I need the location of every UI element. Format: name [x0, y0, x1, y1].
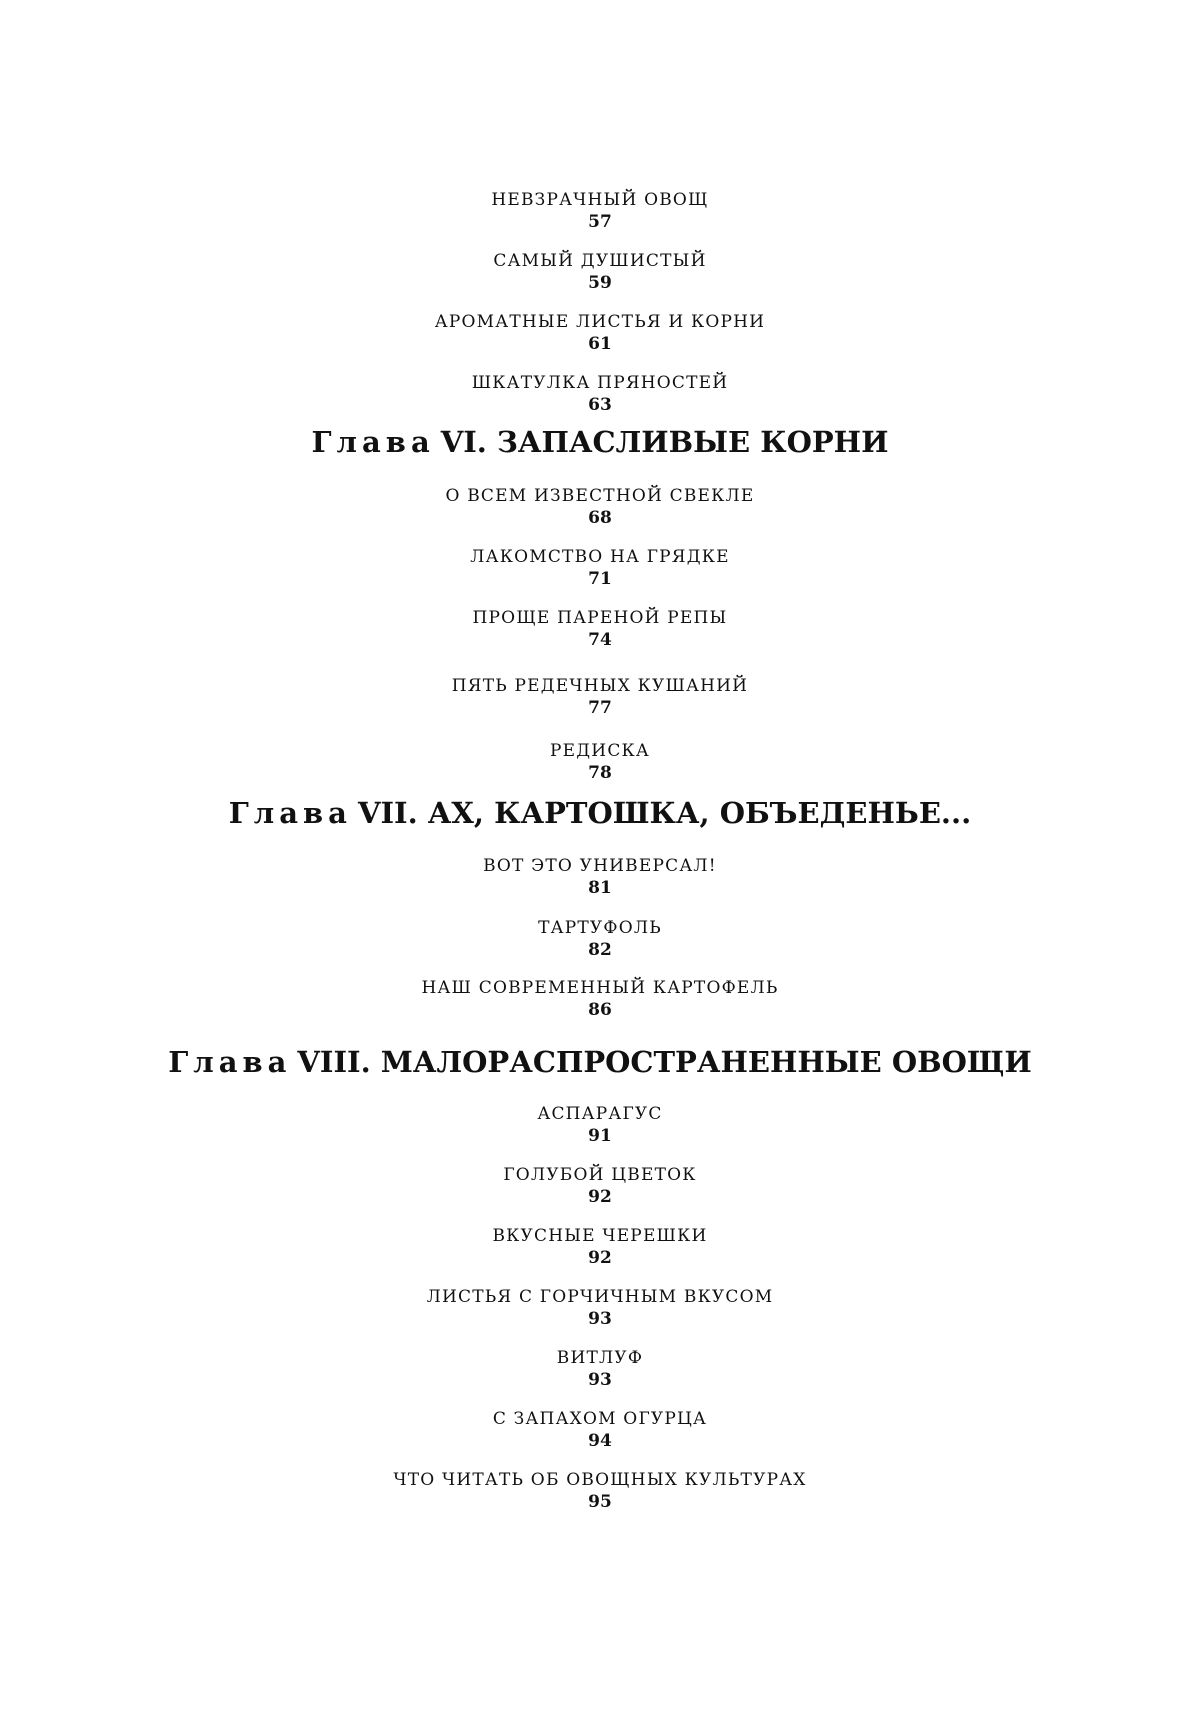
toc-entry-page: 81 [588, 878, 612, 898]
chapter-heading-8 [0, 1044, 1200, 1080]
toc-entry-title: С ЗАПАХОМ ОГУРЦА [492, 1409, 708, 1429]
toc-entry [0, 250, 1200, 294]
toc-entry [0, 675, 1200, 719]
toc-entry-page: 77 [588, 698, 612, 718]
toc-entry-page: 61 [588, 334, 612, 354]
toc-entry [0, 1286, 1200, 1330]
toc-entry-title: РЕДИСКА [550, 741, 650, 761]
toc-entry-page: 92 [588, 1248, 612, 1268]
toc-entry-page: 93 [588, 1370, 612, 1390]
toc-entry-page: 71 [588, 569, 612, 589]
toc-entry-page: 95 [588, 1492, 612, 1512]
toc-entry-title: НЕВЗРАЧНЫЙ ОВОЩ [491, 190, 709, 210]
toc-entry-title: ШКАТУЛКА ПРЯНОСТЕЙ [471, 373, 729, 393]
toc-entry [0, 607, 1200, 651]
toc-entry [0, 1103, 1200, 1147]
toc-entry-title: САМЫЙ ДУШИСТЫЙ [493, 251, 707, 271]
toc-entry-title: ЧТО ЧИТАТЬ ОБ ОВОЩНЫХ КУЛЬТУРАХ [393, 1470, 807, 1490]
toc-entry-page: 93 [588, 1309, 612, 1329]
toc-entry-page: 68 [588, 508, 612, 528]
toc-entry-page: 59 [588, 273, 612, 293]
toc-entry [0, 855, 1200, 899]
toc-entry [0, 546, 1200, 590]
toc-entry-page: 94 [588, 1431, 612, 1451]
chapter-word: Глава [311, 425, 435, 459]
toc-entry-title: ГОЛУБОЙ ЦВЕТОК [503, 1165, 697, 1185]
toc-entry-page: 78 [588, 763, 612, 783]
toc-entry-title: О ВСЕМ ИЗВЕСТНОЙ СВЕКЛЕ [445, 486, 755, 506]
chapter-title: VII. АХ, КАРТОШКА, ОБЪЕДЕНЬЕ... [357, 796, 972, 830]
toc-entry-page: 92 [588, 1187, 612, 1207]
toc-entry [0, 1408, 1200, 1452]
toc-entry [0, 740, 1200, 784]
toc-entry-page: 63 [588, 395, 612, 415]
toc-entry [0, 1469, 1200, 1513]
toc-entry [0, 189, 1200, 233]
chapter-heading-7 [0, 795, 1200, 831]
toc-entry-page: 91 [588, 1126, 612, 1146]
toc-entry [0, 977, 1200, 1021]
toc-entry [0, 1225, 1200, 1269]
toc-entry-title: ПРОЩЕ ПАРЕНОЙ РЕПЫ [472, 608, 728, 628]
toc-entry-title: ВКУСНЫЕ ЧЕРЕШКИ [492, 1226, 708, 1246]
chapter-heading-6 [0, 424, 1200, 460]
toc-entry [0, 372, 1200, 416]
toc-entry-page: 57 [588, 212, 612, 232]
toc-entry-title: ТАРТУФОЛЬ [538, 918, 662, 938]
toc-entry-title: ЛИСТЬЯ С ГОРЧИЧНЫМ ВКУСОМ [426, 1287, 774, 1307]
toc-entry-title: НАШ СОВРЕМЕННЫЙ КАРТОФЕЛЬ [421, 978, 779, 998]
toc-entry [0, 485, 1200, 529]
toc-entry-title: ПЯТЬ РЕДЕЧНЫХ КУШАНИЙ [451, 676, 749, 696]
toc-entry-title: ЛАКОМСТВО НА ГРЯДКЕ [470, 547, 730, 567]
toc-entry-page: 82 [588, 940, 612, 960]
toc-entry [0, 917, 1200, 961]
toc-entry [0, 311, 1200, 355]
toc-entry-page: 86 [588, 1000, 612, 1020]
chapter-title: VI. ЗАПАСЛИВЫЕ КОРНИ [440, 425, 889, 459]
chapter-title: VIII. МАЛОРАСПРОСТРАНЕННЫЕ ОВОЩИ [297, 1045, 1032, 1079]
toc-entry [0, 1164, 1200, 1208]
toc-entry [0, 1347, 1200, 1391]
chapter-word: Глава [228, 796, 352, 830]
toc-entry-title: ВОТ ЭТО УНИВЕРСАЛ! [483, 856, 717, 876]
toc-entry-title: АРОМАТНЫЕ ЛИСТЬЯ И КОРНИ [434, 312, 766, 332]
toc-entry-title: ВИТЛУФ [556, 1348, 644, 1368]
toc-entry-title: АСПАРАГУС [537, 1104, 663, 1124]
chapter-word: Глава [168, 1045, 292, 1079]
toc-entry-page: 74 [588, 630, 612, 650]
